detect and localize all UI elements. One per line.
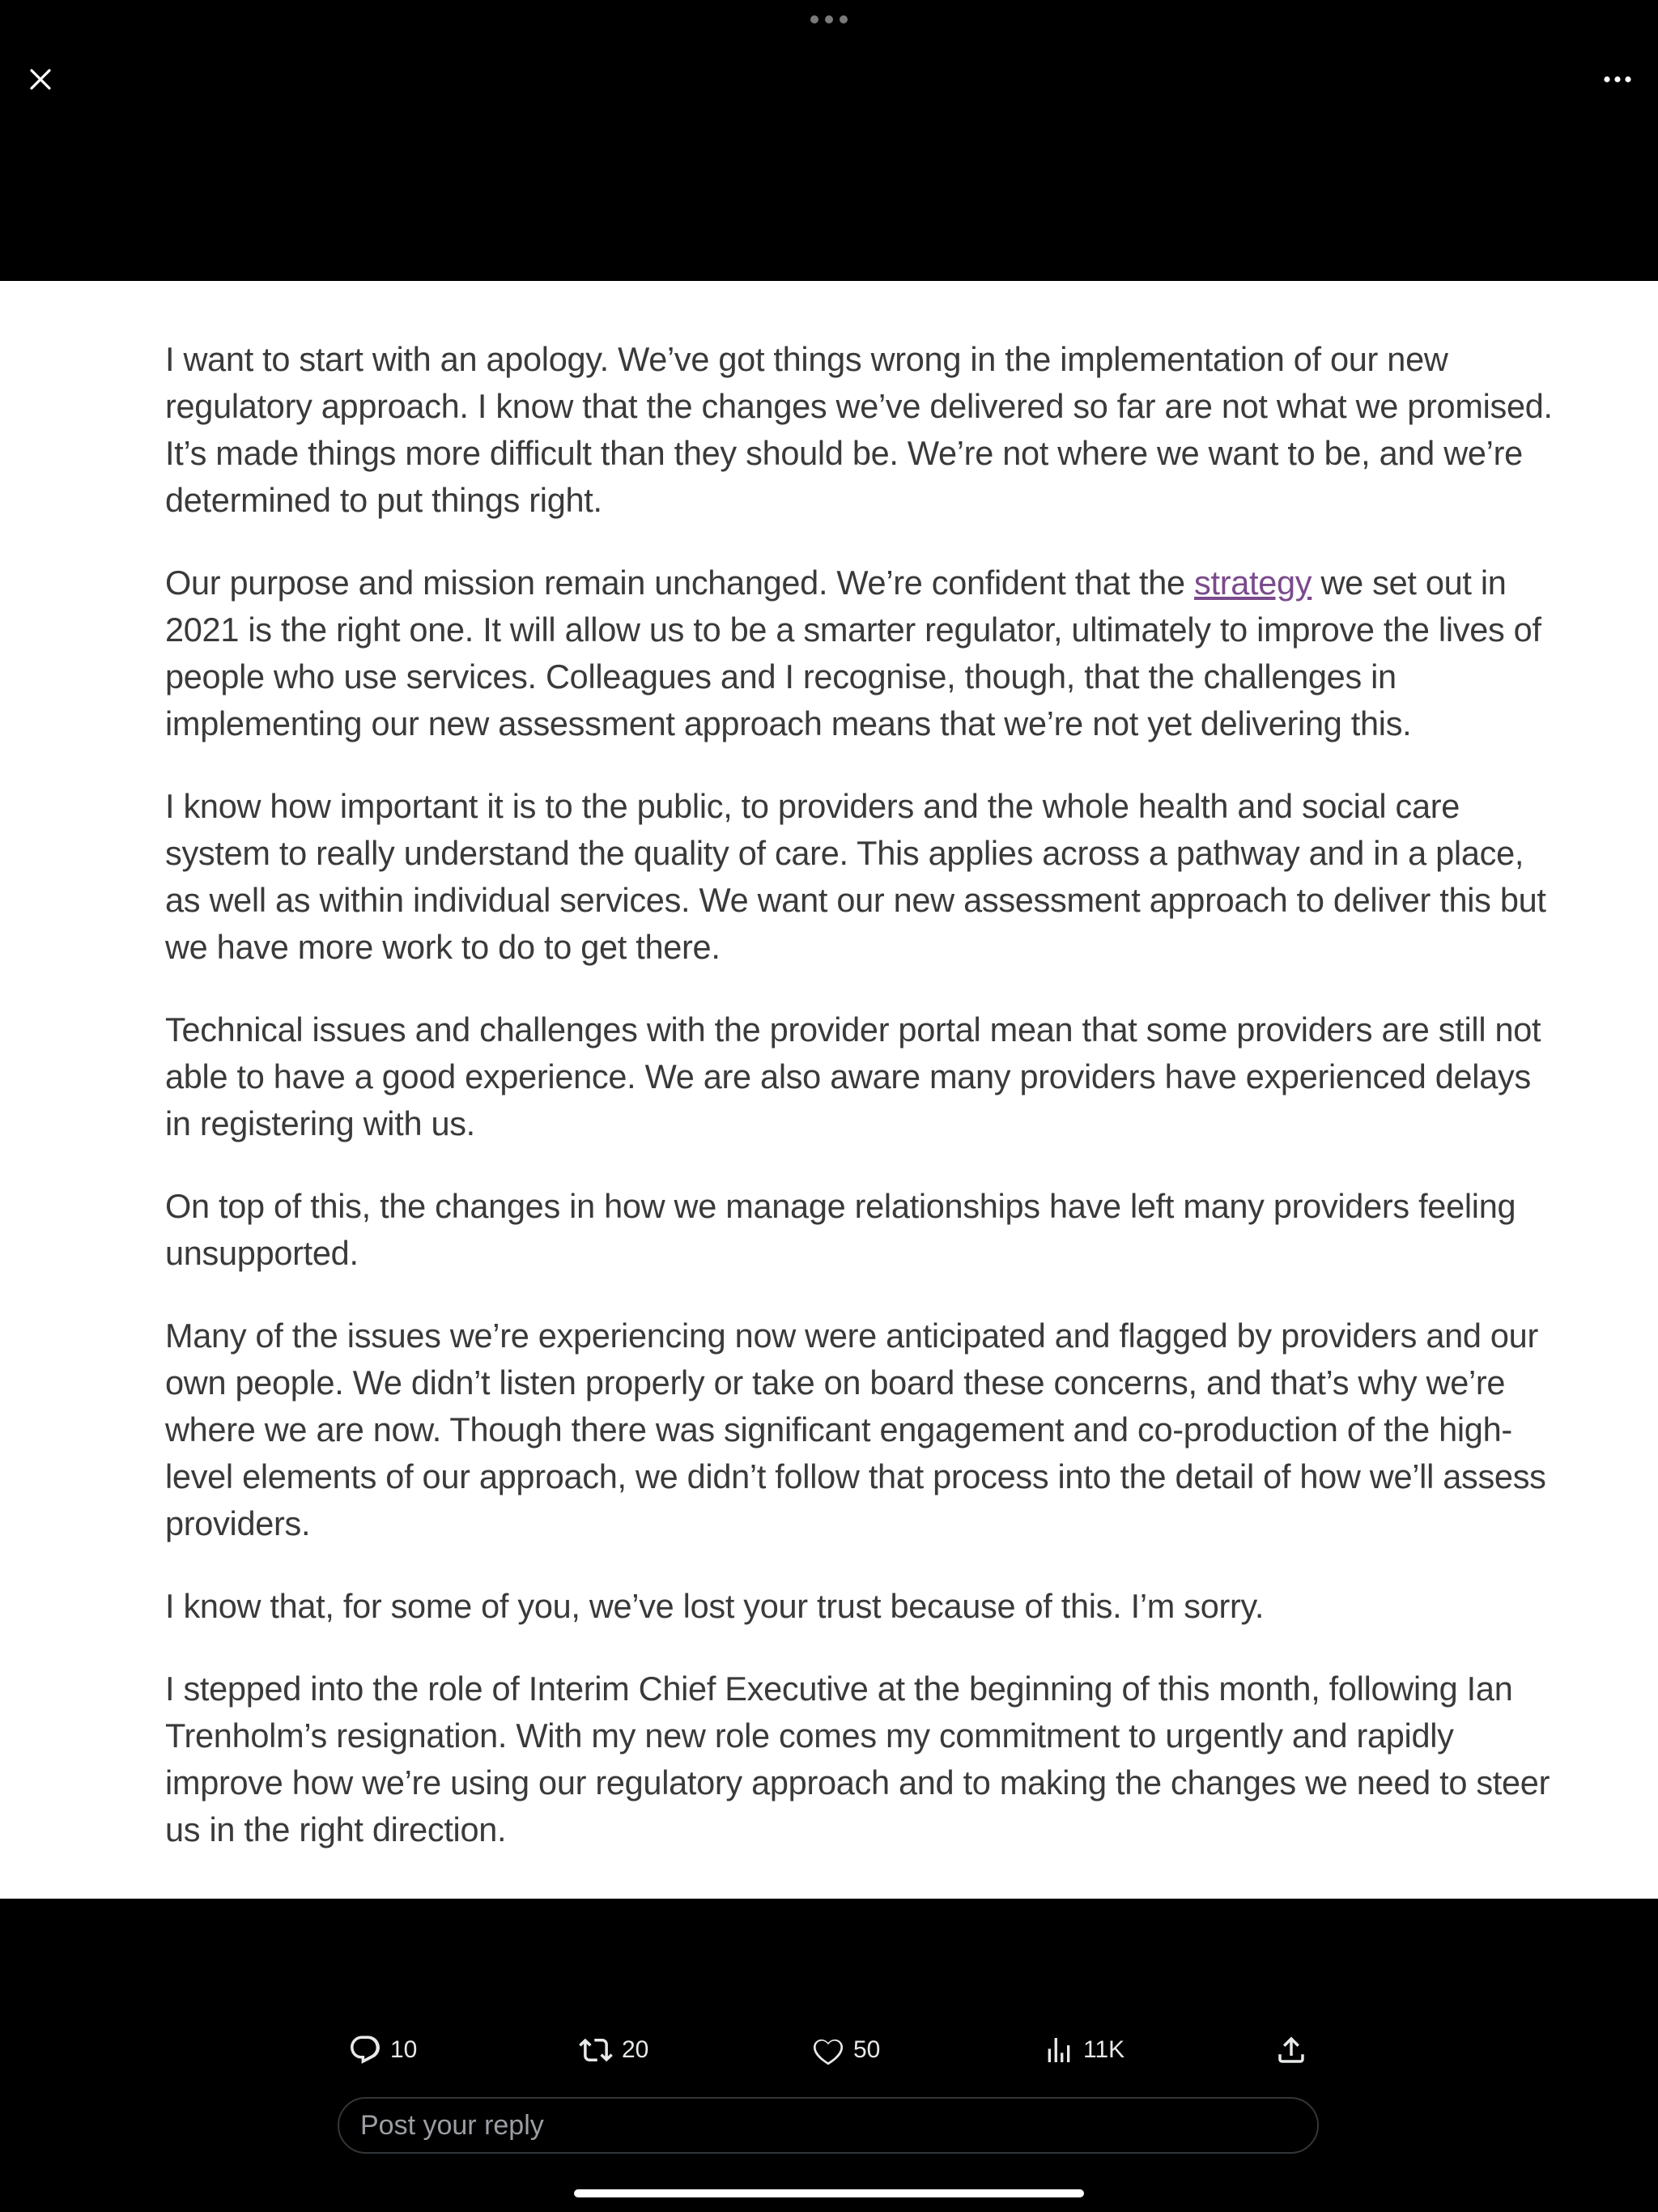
post-actions-bar [0, 2024, 1658, 2076]
more-options-button[interactable] [1598, 60, 1637, 99]
paragraph-2-end: we set out in 2021 is the right one. It will allow us to be a smarter regulator, ultimately to improve the lives of people who use services. Colleagues and I recognise, though, that the challenges in implementing our new assessment approach means that we’re not yet delivering this. [165, 564, 1541, 742]
like-button[interactable] [811, 2024, 880, 2076]
document-text [165, 336, 1558, 1889]
views-count: 11K [1083, 2036, 1125, 2063]
paragraph-2 [165, 559, 1558, 747]
like-count: 50 [853, 2036, 881, 2063]
share-button[interactable] [1274, 2024, 1308, 2076]
document-image [0, 281, 1658, 1899]
share-upload-icon [1274, 2033, 1308, 2067]
paragraph-8: I stepped into the role of Interim Chief Executive at the beginning of this month, following Ian Trenholm’s resignation. With my new role comes my commitment to urgently and rapidly improve how we’re using our regulatory approach and to making the changes we need to steer us in the right direction. [165, 1670, 1550, 1848]
paragraph-5: On top of this, the changes in how we manage relationships have left many providers feeling unsupported. [165, 1187, 1516, 1272]
paragraph-3: I know how important it is to the public, to providers and the whole health and social care system to really understand the quality of care. This applies across a pathway and in a place, as well as within individual services. We want our new assessment approach to deliver this but we have more work to do to get there. [165, 787, 1546, 966]
heart-icon [811, 2033, 845, 2067]
reply-bubble-icon [348, 2033, 382, 2067]
paragraph-1: I want to start with an apology. We’ve got things wrong in the implementation of our new regulatory approach. I know that the changes we’ve delivered so far are not what we promised. It’s made things more difficult than they should be. We’re not where we want to be, and we’re determined to put things right. [165, 340, 1553, 519]
drag-handle-dots-icon[interactable] [810, 15, 848, 24]
home-indicator[interactable] [574, 2189, 1084, 2197]
reply-button[interactable] [348, 2024, 417, 2076]
strategy-link[interactable]: strategy [1194, 564, 1312, 602]
paragraph-2-start: Our purpose and mission remain unchanged. We’re confident that the [165, 564, 1195, 602]
reply-input[interactable] [359, 2100, 1317, 2150]
repost-button[interactable] [578, 2024, 648, 2076]
views-chart-icon [1043, 2033, 1075, 2067]
close-icon [28, 67, 53, 91]
reply-composer[interactable] [338, 2097, 1319, 2154]
repost-icon [578, 2033, 614, 2067]
close-button[interactable] [21, 60, 60, 99]
views-button[interactable] [1043, 2024, 1124, 2076]
reply-count: 10 [390, 2036, 418, 2063]
paragraph-4: Technical issues and challenges with the provider portal mean that some providers are still not able to have a good experience. We are also aware many providers have experienced delays in registering with us. [165, 1010, 1541, 1142]
more-horizontal-icon [1604, 75, 1631, 83]
paragraph-7: I know that, for some of you, we’ve lost your trust because of this. I’m sorry. [165, 1587, 1265, 1625]
paragraph-6: Many of the issues we’re experiencing now were anticipated and flagged by providers and our own people. We didn’t listen properly or take on board these concerns, and that’s why we’re where we are now. Though there was significant engagement and co-production of the high-level elements of our approach, we didn’t follow that process into the detail of how we’ll assess providers. [165, 1317, 1546, 1542]
repost-count: 20 [622, 2036, 649, 2063]
